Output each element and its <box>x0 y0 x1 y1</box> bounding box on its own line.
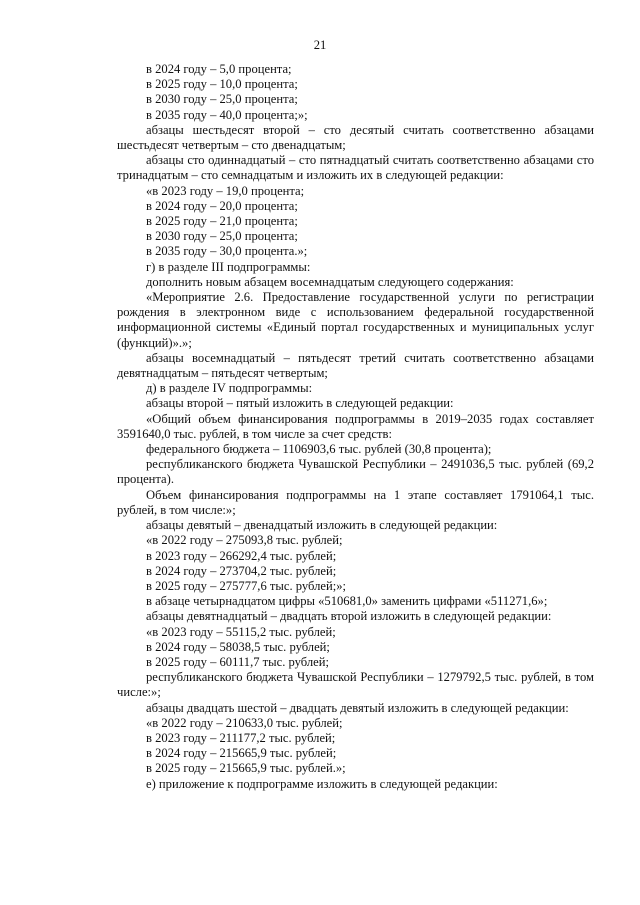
paragraph: «в 2023 году – 55115,2 тыс. рублей; <box>146 624 336 639</box>
paragraph: республиканского бюджета Чувашской Республики – 1279792,5 тыс. рублей, в том числе:»; <box>117 670 594 700</box>
paragraph: в 2035 году – 30,0 процента.»; <box>146 244 308 259</box>
paragraph: в 2025 году – 21,0 процента; <box>146 214 298 229</box>
paragraph: в 2024 году – 273704,2 тыс. рублей; <box>146 563 337 578</box>
paragraph: абзацы сто одиннадцатый – сто пятнадцатый считать соответственно абзацами сто тринадцатым – сто семнадцатым и изложить их в следующей редакции: <box>117 153 594 183</box>
paragraph: абзацы девятнадцатый – двадцать второй изложить в следующей редакции: <box>146 609 552 624</box>
paragraph: абзацы шестьдесят второй – сто десятый считать соответственно абзацами шестьдесят четвертым – сто двенадцатым; <box>117 122 594 153</box>
paragraph: в 2024 году – 58038,5 тыс. рублей; <box>146 639 330 654</box>
paragraph: в 2025 году – 10,0 процента; <box>146 77 298 92</box>
paragraph: «в 2023 году – 19,0 процента; <box>146 183 305 198</box>
paragraph: в 2025 году – 275777,6 тыс. рублей;»; <box>146 578 347 593</box>
paragraph: абзацы двадцать шестой – двадцать девятый изложить в следующей редакции: <box>146 700 569 715</box>
page-number: 21 <box>313 38 327 52</box>
paragraph: «Общий объем финансирования подпрограммы в 2019–2035 годах составляет 3591640,0 тыс. рублей, в том числе за счет средств: <box>117 411 594 441</box>
paragraph: «в 2022 году – 210633,0 тыс. рублей; <box>146 715 343 730</box>
paragraph: в 2023 году – 266292,4 тыс. рублей; <box>146 548 337 563</box>
paragraph: «в 2022 году – 275093,8 тыс. рублей; <box>146 533 343 548</box>
paragraph: в 2030 году – 25,0 процента; <box>146 229 298 244</box>
paragraph: в абзаце четырнадцатом цифры «510681,0» заменить цифрами «511271,6»; <box>146 594 548 609</box>
paragraph: в 2024 году – 215665,9 тыс. рублей; <box>146 746 337 761</box>
paragraph: г) в разделе III подпрограммы: <box>146 259 311 274</box>
paragraph: в 2025 году – 215665,9 тыс. рублей.»; <box>146 761 346 776</box>
paragraph: е) приложение к подпрограмме изложить в следующей редакции: <box>146 776 498 791</box>
paragraph: в 2023 году – 211177,2 тыс. рублей; <box>146 730 336 745</box>
paragraph: Объем финансирования подпрограммы на 1 этапе составляет 1791064,1 тыс. рублей, в том числе:»; <box>117 487 594 517</box>
paragraph: в 2035 году – 40,0 процента;»; <box>146 107 308 122</box>
paragraph: в 2024 году – 5,0 процента; <box>146 62 292 76</box>
paragraph: «Мероприятие 2.6. Предоставление государственной услуги по регистрации рождения в электронном виде с использованием федеральной государственной информационной системы «Единый портал государственных и муниципальных услуг (функций)».»; <box>117 290 594 350</box>
paragraph: дополнить новым абзацем восемнадцатым следующего содержания: <box>146 274 514 289</box>
paragraph: федерального бюджета – 1106903,6 тыс. рублей (30,8 процента); <box>146 442 492 457</box>
paragraph: в 2025 году – 60111,7 тыс. рублей; <box>146 654 329 669</box>
paragraph: абзацы второй – пятый изложить в следующей редакции: <box>146 396 454 411</box>
paragraph: республиканского бюджета Чувашской Республики – 2491036,5 тыс. рублей (69,2 процента). <box>117 457 594 487</box>
document-body <box>117 62 594 792</box>
paragraph: в 2030 году – 25,0 процента; <box>146 92 298 107</box>
paragraph: в 2024 году – 20,0 процента; <box>146 198 298 213</box>
paragraph: д) в разделе IV подпрограммы: <box>146 381 313 396</box>
paragraph: абзацы восемнадцатый – пятьдесят третий считать соответственно абзацами девятнадцатым – пятьдесят четвертым; <box>117 350 594 381</box>
paragraph: абзацы девятый – двенадцатый изложить в следующей редакции: <box>146 518 498 533</box>
